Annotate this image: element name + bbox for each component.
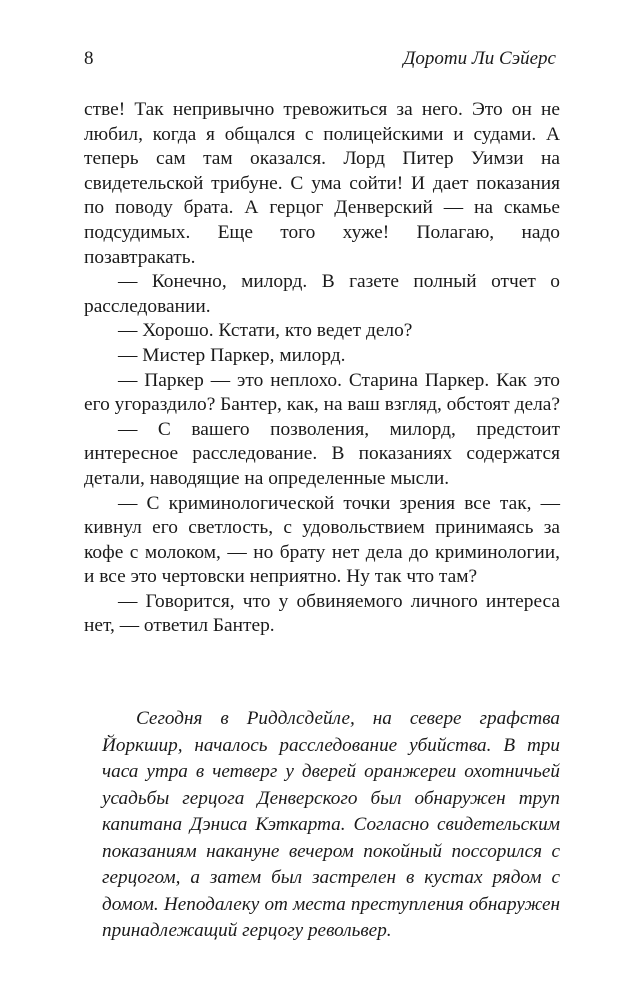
page-header (84, 48, 556, 76)
excerpt-paragraph: Сегодня в Риддлсдейле, на севере графства Йоркшир, началось расследование убийства. В три часа утра в четверг у дверей оранжереи охотничьей усадьбы герцога Денверского был обнаружен труп капитана Дэниса Кэткарта. Согласно свидетельским показаниям накануне вечером покойный поссорился с герцогом, а затем был застрелен в кустах рядом с домом. Неподалеку от места преступления обнаружен принадлежащий герцогу револьвер. (102, 708, 560, 941)
running-head-author: Дороти Ли Сэйерс (403, 48, 556, 69)
dialog-line: — Говорится, что у обвиняемого личного интереса нет, — ответил Бантер. (84, 590, 560, 637)
dialog-line: — Конечно, милорд. В газете полный отчет о расследовании. (84, 271, 560, 317)
page-number: 8 (84, 48, 94, 69)
dialog-line: — Хорошо. Кстати, кто ведет дело? (118, 320, 413, 342)
paragraph: стве! Так непривычно тревожиться за него. Это он не любил, когда я общался с полицейскими и судами. А теперь сам там оказался. Лорд Питер Уимзи на свидетельской трибуне. С ума сойти! И дает показания по поводу брата. А герцог Денверский — на скамье подсудимых. Еще того хуже! Полагаю, надо позавтракать. (84, 99, 560, 268)
newspaper-excerpt (102, 706, 560, 945)
dialog-line: — С вашего позволения, милорд, предстоит интересное расследование. В показаниях содержатся детали, наводящие на определенные мысли. (84, 418, 560, 489)
body-text (84, 98, 560, 639)
dialog-line: — Мистер Паркер, милорд. (118, 344, 346, 366)
dialog-line: — С криминологической точки зрения все так, — кивнул его светлость, с удовольствием принимаясь за кофе с молоком, — но брату нет дела до криминологии, и все это чертовски неприятно. Ну так что там? (84, 492, 560, 588)
dialog-line: — Паркер — это неплохо. Старина Паркер. Как это его угораздило? Бантер, как, на ваш взгляд, обстоят дела? (84, 369, 560, 416)
